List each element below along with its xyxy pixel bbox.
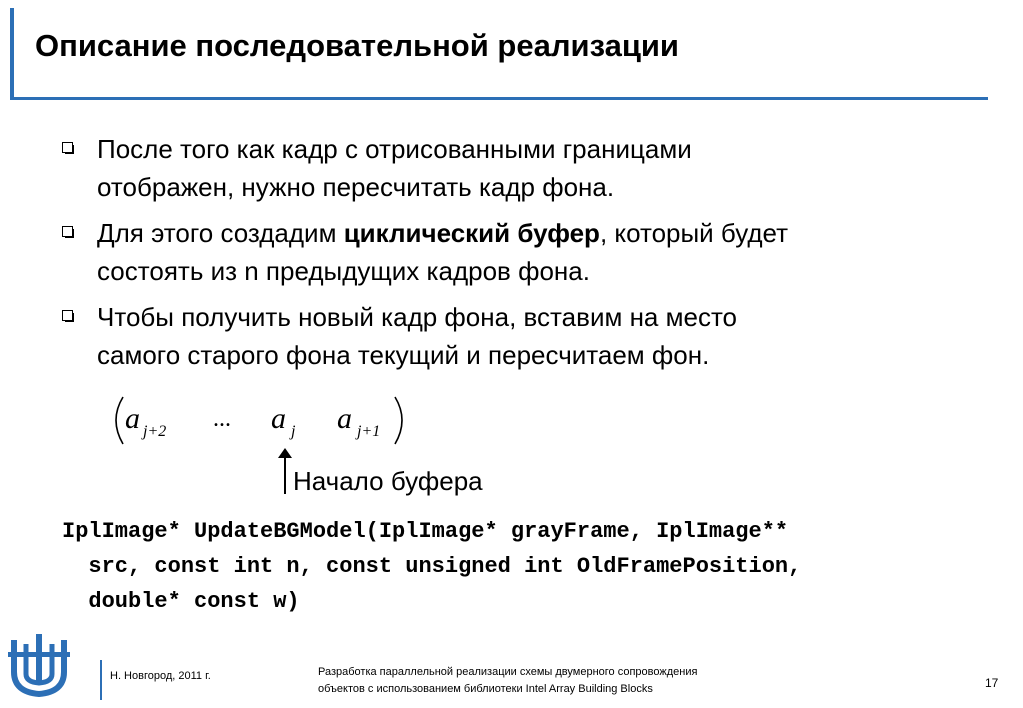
left-paren [116, 397, 123, 444]
bullet-text: Для этого создадим [97, 218, 344, 248]
bullet-item [62, 214, 962, 290]
formula-var: a [125, 402, 140, 435]
checkbox-bullet-icon [62, 310, 73, 321]
footer-description-line: Разработка параллельной реализации схемы двумерного сопровождения [318, 666, 698, 678]
checkbox-bullet-icon [62, 142, 73, 153]
checkbox-bullet-icon [62, 226, 73, 237]
code-line: IplImage* UpdateBGModel(IplImage* grayFrame, IplImage** [62, 519, 789, 544]
bullet-text: состоять из n предыдущих кадров фона. [97, 256, 590, 286]
bullet-list [62, 130, 962, 382]
formula-var: a [337, 402, 352, 435]
bullet-item [62, 298, 962, 374]
code-line: src, const int n, const unsigned int OldFramePosition, [62, 554, 802, 579]
page-number: 17 [985, 676, 999, 690]
arrow-shaft [284, 454, 286, 494]
bullet-text: После того как кадр с отрисованными границами [97, 134, 692, 164]
buffer-start-label: Начало буфера [293, 466, 483, 496]
footer-description-line: объектов с использованием библиотеки Intel Array Building Blocks [318, 683, 653, 695]
bullet-text: Чтобы получить новый кадр фона, вставим на место [97, 302, 738, 332]
title-underline [10, 97, 988, 100]
bullet-bold-text: циклический буфер [343, 218, 600, 248]
footer-divider [100, 660, 102, 700]
bullet-text: самого старого фона текущий и пересчитаем фон. [97, 340, 710, 370]
page-title: Описание последовательной реализации [35, 28, 679, 63]
bullet-item [62, 130, 962, 206]
formula-subscript: j [291, 423, 296, 440]
formula-dots: ... [213, 406, 231, 432]
formula-var: a [271, 402, 286, 435]
formula-subscript: j+1 [357, 423, 381, 440]
bullet-text: , который будет [599, 218, 789, 248]
code-line: double* const w) [62, 589, 300, 614]
formula-subscript: j+2 [143, 423, 167, 440]
footer-description [318, 664, 697, 698]
bullet-text: отображен, нужно пересчитать кадр фона. [97, 172, 615, 202]
code-signature [62, 514, 801, 619]
university-logo-icon [8, 630, 70, 698]
buffer-formula [105, 392, 425, 452]
footer-location: Н. Новгород, 2011 г. [110, 670, 211, 682]
title-accent-bar [10, 8, 14, 100]
right-paren [395, 397, 402, 444]
